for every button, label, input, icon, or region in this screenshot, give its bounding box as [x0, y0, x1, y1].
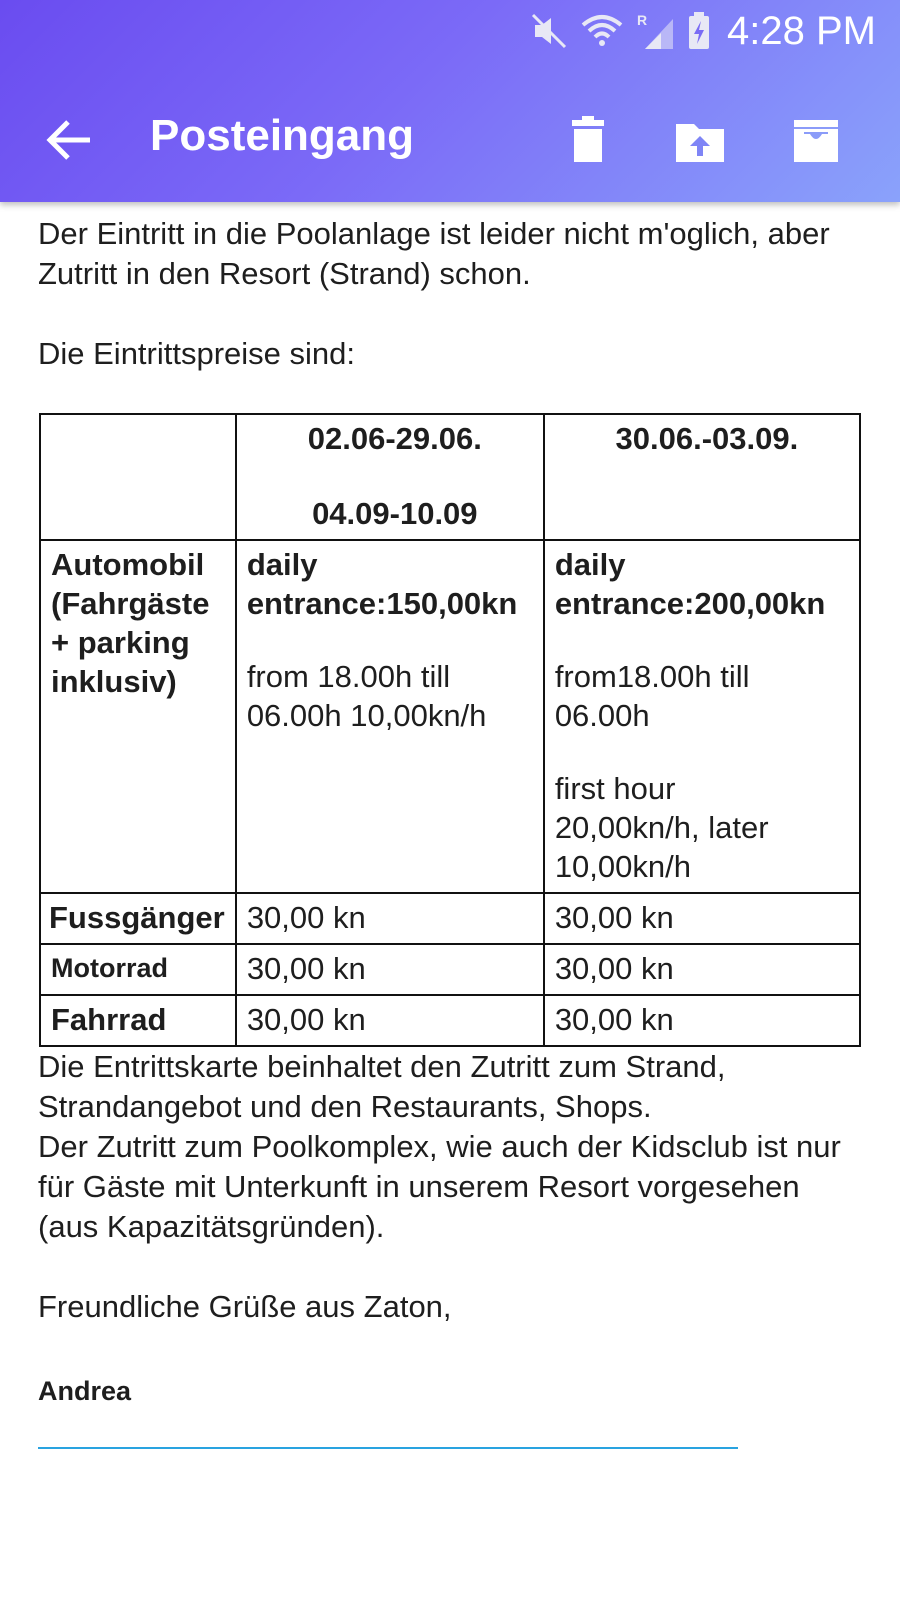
row-label-fahrrad: Fahrrad	[40, 995, 236, 1046]
cell-line: daily	[554, 547, 626, 582]
archive-icon[interactable]	[788, 112, 844, 168]
header-season-1	[236, 414, 544, 540]
pool-info-paragraph: Der Zutritt zum Poolkomplex, wie auch der Kidsclub ist nur für Gäste mit Unterkunft in unserem Resort vorgesehen (aus Kapazitätsgründen).	[38, 1129, 841, 1244]
intro-paragraph: Der Eintritt in die Poolanlage ist leider nicht m'oglich, aber Zutritt in den Resort (Strand) schon.	[38, 216, 830, 291]
signature-name: Andrea	[38, 1376, 132, 1406]
table-row	[40, 944, 860, 995]
cell-line: entrance:200,00kn	[554, 586, 826, 621]
table-cell: 30,00 kn	[544, 893, 860, 944]
cell-line: entrance:150,00kn	[246, 586, 518, 621]
table-cell: 30,00 kn	[236, 944, 544, 995]
delete-icon[interactable]	[560, 112, 616, 168]
closing-line: Freundliche Grüße aus Zaton,	[38, 1289, 452, 1324]
row-label-motorrad: Motorrad	[40, 944, 236, 995]
cell-line: 10,00kn/h	[554, 849, 691, 884]
row-label-fussgaenger: Fussgänger	[40, 893, 236, 944]
header	[0, 0, 900, 202]
svg-text:R: R	[637, 12, 648, 28]
season-1-range-a: 02.06-29.06.	[307, 421, 482, 456]
table-cell: 30,00 kn	[544, 944, 860, 995]
price-table	[39, 413, 861, 1047]
season-2-range: 30.06.-03.09.	[615, 421, 799, 456]
signature-divider	[38, 1447, 738, 1449]
move-to-folder-icon[interactable]	[672, 112, 728, 168]
header-empty-cell	[40, 414, 236, 540]
signal-roaming-icon	[635, 11, 675, 51]
row-label-automobil: Automobil (Fahrgäste + parking inklusiv)	[40, 540, 236, 893]
table-row	[40, 540, 860, 893]
cell-line: 06.00h 10,00kn/h	[246, 698, 487, 733]
table-cell: 30,00 kn	[236, 893, 544, 944]
table-cell: 30,00 kn	[544, 995, 860, 1046]
cell-line: first hour	[554, 771, 676, 806]
battery-charging-icon	[687, 11, 711, 51]
cell-line: 06.00h	[554, 698, 650, 733]
status-time: 4:28 PM	[727, 9, 876, 53]
table-header-row	[40, 414, 860, 540]
cell-line: from 18.00h till	[246, 659, 451, 694]
table-row	[40, 995, 860, 1046]
cell-line: 20,00kn/h, later	[554, 810, 769, 845]
automobil-season-1	[236, 540, 544, 893]
automobil-season-2	[544, 540, 860, 893]
cell-line: daily	[246, 547, 318, 582]
table-row	[40, 893, 860, 944]
app-bar	[0, 80, 900, 190]
page-title: Posteingang	[150, 111, 415, 160]
prices-heading: Die Eintrittspreise sind:	[38, 336, 356, 371]
season-1-range-b: 04.09-10.09	[312, 496, 478, 531]
header-season-2	[544, 414, 860, 540]
arrow-left-icon[interactable]	[42, 112, 98, 168]
cell-line: from18.00h till	[554, 659, 750, 694]
status-bar	[0, 0, 900, 62]
table-cell: 30,00 kn	[236, 995, 544, 1046]
access-info-paragraph: Die Entrittskarte beinhaltet den Zutritt zum Strand, Strandangebot und den Restaurants, Shops.	[38, 1049, 726, 1124]
status-icons	[529, 8, 876, 54]
mute-icon	[529, 11, 569, 51]
wifi-icon	[581, 11, 623, 51]
email-body	[38, 214, 868, 1449]
